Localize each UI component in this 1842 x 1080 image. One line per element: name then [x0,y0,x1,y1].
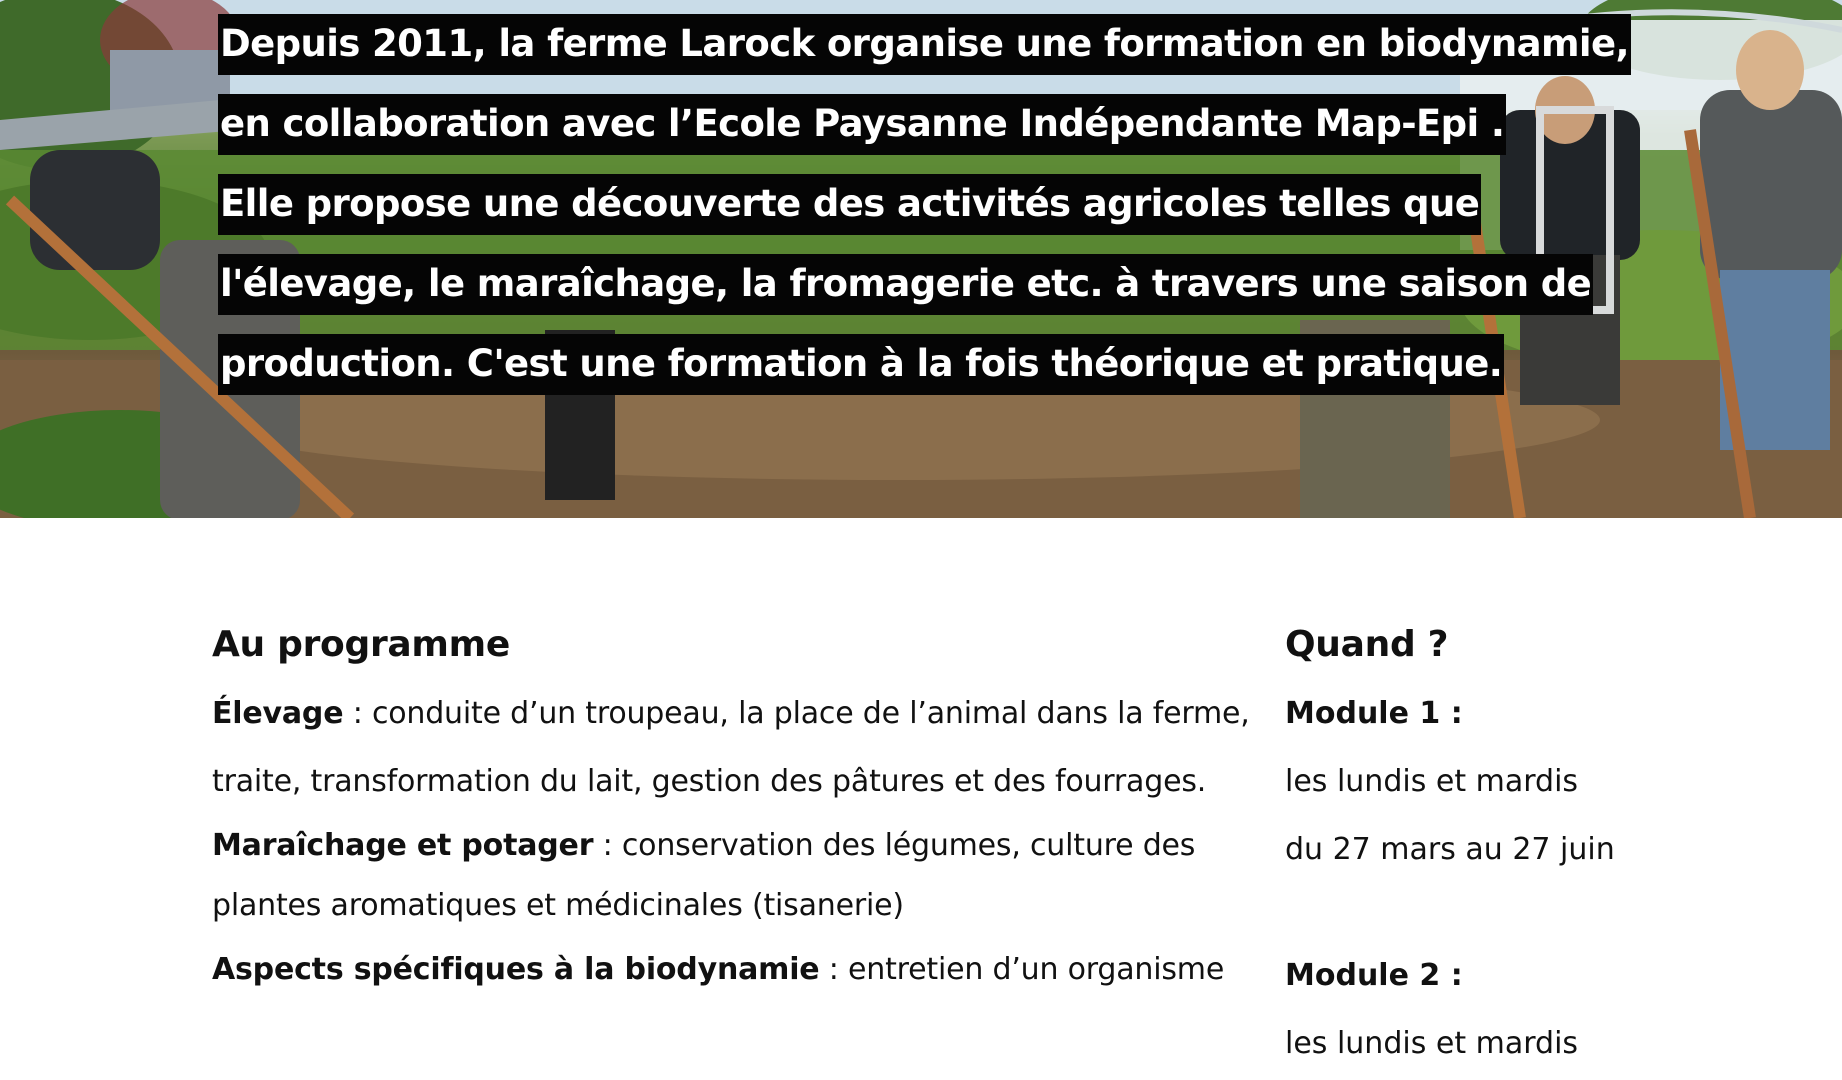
hero-line: Elle propose une découverte des activités agricoles telles que [218,164,1481,244]
programme-item-term: Maraîchage et potager [212,828,594,863]
programme-item-text: conservation des légumes, culture des plantes aromatiques et médicinales (tisanerie) [212,828,1196,923]
hero-line: l'élevage, le maraîchage, la fromagerie etc. à travers une saison de [218,244,1593,324]
quand-heading: Quand ? [1285,624,1449,665]
hero-line: en collaboration avec l’Ecole Paysanne Indépendante Map-Epi . [218,84,1506,164]
programme-item-text: entretien d’un organisme [848,952,1225,987]
module-title: Module 1 : [1285,696,1463,731]
programme-heading: Au programme [212,624,510,665]
module-line: du 27 mars au 27 juin [1285,832,1615,867]
programme-item-term: Aspects spécifiques à la biodynamie [212,952,820,987]
programme-item-term: Élevage [212,696,344,731]
hero-intro-text [218,4,1638,404]
programme-item-text: conduite d’un troupeau, la place de l’animal dans la ferme, traite, transformation du lait, gestion des pâtures et des fourrages. [212,696,1250,799]
quand-section [1285,620,1765,1078]
module-2 [1285,942,1765,1078]
programme-item-elevage: Élevage : conduite d’un troupeau, la place de l’animal dans la ferme, traite, transformation du lait, gestion des pâtures et des fourrages. [212,696,1250,799]
module-1 [1285,680,1765,884]
hero-photo [0,0,1842,518]
programme-item-biodynamie: Aspects spécifiques à la biodynamie : entretien d’un organisme [212,952,1225,987]
hero-line: production. C'est une formation à la fois théorique et pratique. [218,324,1504,404]
hero-line: Depuis 2011, la ferme Larock organise une formation en biodynamie, [218,4,1631,84]
module-line: les lundis et mardis [1285,764,1579,799]
module-line: les lundis et mardis [1285,1026,1579,1061]
programme-section [212,620,1262,1004]
programme-item-maraichage: Maraîchage et potager : conservation des légumes, culture des plantes aromatiques et médicinales (tisanerie) [212,828,1196,923]
module-title: Module 2 : [1285,958,1463,993]
